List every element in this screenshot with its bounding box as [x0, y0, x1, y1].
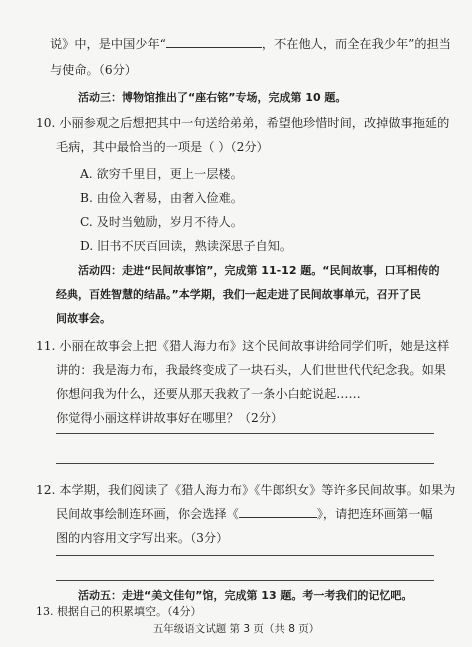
question-11-stem: 你想问我为什么，还要从那天我救了一条小白蛇说起…… — [56, 387, 361, 401]
activity-heading: 活动三：博物馆推出了“座右铭”专场，完成第 10 题。 — [78, 91, 347, 104]
activity-heading: 活动四：走进“民间故事馆”，完成第 11-12 题。“民间故事，口耳相传的 — [78, 264, 440, 277]
question-10-stem: 毛病，其中最恰当的一项是（ ）（2分） — [56, 140, 269, 154]
text-line: 说》中，是中国少年“ ，不在他人，而全在我少年”的担当 — [50, 37, 451, 51]
question-12-stem: 12. 本学期，我们阅读了《猎人海力布》《牛郎织女》等许多民间故事。如果为 — [36, 483, 456, 497]
question-12-stem: 民间故事绘制连环画，你会选择《 》，请把连环画第一幅 — [56, 507, 433, 521]
answer-blank[interactable] — [166, 47, 262, 48]
answer-line[interactable] — [56, 580, 434, 581]
text-line: 与使命。（6分） — [50, 63, 137, 77]
activity-heading: 经典，百姓智慧的结晶。”本学期，我们一起走进了民间故事单元，召开了民 — [56, 288, 421, 301]
question-11-stem: 11. 小丽在故事会上把《猎人海力布》这个民间故事讲给同学们听，她是这样 — [36, 339, 450, 353]
answer-line[interactable] — [56, 433, 434, 434]
option-d[interactable]: D. 旧书不厌百回读，熟读深思子自知。 — [80, 239, 293, 253]
question-12-stem: 图的内容用文字写出来。（3分） — [56, 531, 229, 545]
question-11-stem: 讲的：我是海力布，我最终变成了一块石头，人们世世代代纪念我。如果 — [56, 363, 446, 377]
page-footer: 五年级语文试题 第 3 页（共 8 页） — [152, 623, 320, 635]
question-11-stem: 你觉得小丽这样讲故事好在哪里？（2分） — [56, 411, 284, 425]
activity-heading: 间故事会。 — [56, 312, 111, 325]
activity-heading: 活动五：走进“美文佳句”馆，完成第 13 题。考一考我们的记忆吧。 — [78, 589, 413, 602]
option-c[interactable]: C. 及时当勉励，岁月不待人。 — [80, 215, 243, 229]
option-a[interactable]: A. 欲穷千里目，更上一层楼。 — [80, 167, 243, 181]
answer-line[interactable] — [56, 555, 434, 556]
answer-line[interactable] — [56, 463, 434, 464]
question-13-stem: 13. 根据自己的积累填空。（4分） — [36, 605, 202, 618]
question-10-stem: 10. 小丽参观之后想把其中一句送给弟弟，希望他珍惜时间，改掉做事拖延的 — [36, 116, 450, 130]
option-b[interactable]: B. 由俭入奢易，由奢入俭难。 — [80, 191, 243, 205]
answer-blank[interactable] — [239, 517, 317, 518]
